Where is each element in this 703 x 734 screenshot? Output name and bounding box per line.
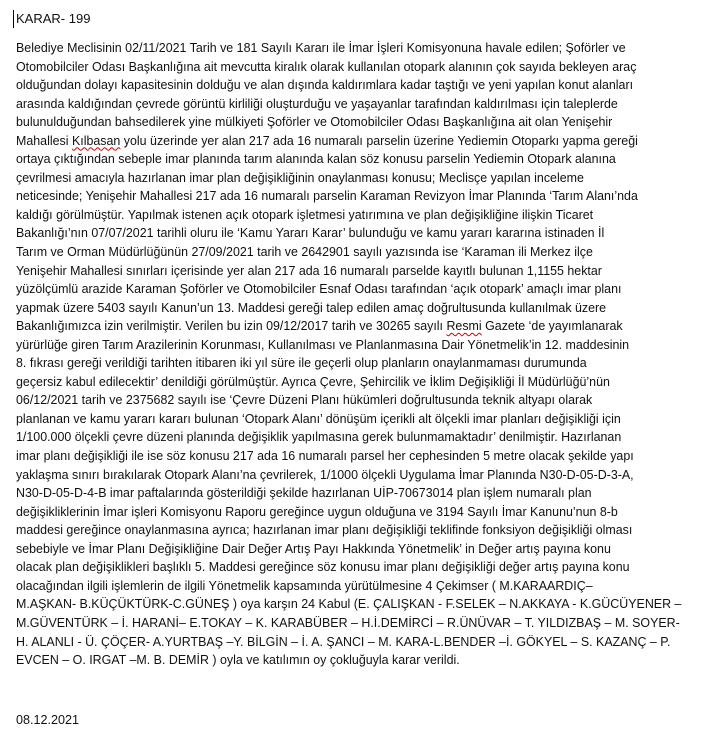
body-line: Bakanlığımızca izin verilmiştir. Verilen bu izin 09/12/2017 tarih ve 30265 sayılı Resmi Gazete ‘de yayımlanarak (16, 319, 623, 334)
body-line: planlanan ve kamu yararı kararı bulunan ‘Otopark Alanı’ dönüşüm içerikli alt ölçekli imar planları değişikliği için (16, 411, 621, 426)
body-line: olacak plan değişiklikleri başlıklı 5. Maddesi gereğince söz konusu imar planı değişikliği değer artış payına konu (16, 560, 630, 575)
body-line: 06/12/2021 tarih ve 2375682 sayılı ise ‘Çevre Düzeni Planı hükümleri doğrultusunda teknik altyapı olarak (16, 393, 593, 408)
body-line: kaldığı görülmüştür. Yapılmak istenen açık otopark işletmesi yatırımına ve plan değişikliğine ilişkin Ticaret (16, 207, 594, 222)
spellcheck-flagged-word: Resmi (446, 319, 482, 334)
body-line: geçersiz kabul edilecektir’ denildiği görülmüştür. Ayrıca Çevre, Şehircilik ve İklim Değişikliği İl Müdürlüğü’nün (16, 374, 610, 389)
body-line: Yenişehir Mahallesi sınırları içerisinde yer alan 217 ada 16 numaralı parselde kayıtlı bulunan 1,1155 hektar (16, 263, 602, 278)
body-line: ortaya çıktığından sebeple imar planında tarım alanında kalan söz konusu parselin Yediemin Otopark alanına (16, 152, 616, 167)
body-line: N30-D-05-D-4-B imar paftalarında gösterildiği şekilde hazırlanan UİP-70673014 plan işlem numaralı plan (16, 486, 592, 501)
body-line: Otomobilciler Odası Başkanlığına ait mevcutta kiralık olarak kullanılan otopark alanının çok sayıda bekleyen araç (16, 59, 637, 74)
body-line: Bakanlığı’nın 07/07/2021 tarihli oluru ile ‘Kamu Yararı Karar’ bulunduğu ve kamu yararı kararına istinaden İl (16, 226, 605, 241)
body-line: Tarım ve Orman Müdürlüğünün 27/09/2021 tarih ve 2642901 sayılı yazısında ise ‘Karaman ili Merkez ilçe (16, 245, 593, 260)
decision-title: KARAR- 199 (16, 11, 91, 26)
body-line: yürürlüğe giren Tarım Arazilerinin Korunması, Kullanılması ve Planlanmasına Dair Yönetmelik’in 12. maddesinin (16, 337, 630, 352)
body-line: Mahallesi Kılbasan yolu üzerinde yer alan 217 ada 16 numaralı parselin üzerine Yediemin Otoparkı yapma gereği (16, 133, 638, 148)
body-line: neticesinde; Yenişehir Mahallesi 217 ada 16 numaralı parselin Karaman Revizyon İmar Planında ‘Tarım Alanı’nda (16, 189, 638, 204)
body-line: 8. fıkrası gereği verildiği tarihten itibaren iki yıl süre ile geçerli olup planların onaylanmaması durumunda (16, 356, 587, 371)
body-line: EVCEN – O. IRGAT –M. B. DEMİR ) oyla ve katılımın oy çokluğuyla karar verildi. (16, 653, 460, 668)
body-line: 1/100.000 ölçekli çevre düzeni planında değişiklik yapılmasına gerek bulunmamaktadır’ denilmiştir. Hazırlanan (16, 430, 622, 445)
spellcheck-flagged-word: Kılbasan (71, 133, 121, 148)
text-cursor (13, 10, 14, 28)
body-line: değişikliklerinin İmar işleri Komisyonu Raporu gereğince uygun olduğuna ve 3194 Sayılı İmar Kanunu’nun 8-b (16, 504, 618, 519)
body-line: yapmak üzere 5403 sayılı Kanun’un 13. Maddesi gereği talep edilen amaç doğrultusunda kullanılmak üzere (16, 300, 607, 315)
body-line: sebebiyle ve İmar Planı Değişikliğine Dair Değer Artış Payı Hakkında Yönetmelik’ in Değer artış payına konu (16, 541, 611, 556)
body-line: M.AŞKAN- B.KÜÇÜKTÜRK-C.GÜNEŞ ) oya karşın 24 Kabul (E. ÇALIŞKAN - F.SELEK – N.AKKAYA - K.GÜCÜYENER – (16, 597, 682, 612)
body-line: M.GÜVENTÜRK – İ. HARANİ– E.TOKAY – K. KARABÜBER – H.İ.DEMİRCİ – R.ÜNÜVAR – T. YILDIZBAŞ – M. SOYER- (16, 615, 680, 630)
body-line: çevrilmesi amacıyla hazırlanan imar plan değişikliğinin onaylanması konusu; Meclisçe yapılan inceleme (16, 170, 584, 185)
decision-date: 08.12.2021 (16, 713, 80, 727)
decision-body (16, 39, 703, 670)
body-line: H. ALANLI - Ü. ÇÖÇER- A.YURTBAŞ –Y. BİLGİN – İ. A. ŞANCI – M. KARA-L.BENDER –İ. GÖKYEL – S. KAZANÇ – P. (16, 634, 671, 649)
body-line: yaklaşma sınırı bırakılarak Otopark Alanı’na çevrilerek, 1/1000 ölçekli Uygulama İmar Planında N30-D-05-D-3-A, (16, 467, 634, 482)
body-line: olduğundan dolayı kapasitesinin dolduğu ve alan dışında kaldırımlara kadar taştığı ve yeni yapılan konut alanları (16, 78, 634, 93)
body-line: imar planı değişikliği ile ise söz konusu 217 ada 16 numaralı parsel her cephesinden 5 metre olacak şekilde yapı (16, 449, 634, 464)
body-line: arasında kaldığından çevrede görüntü kirliliği oluşturduğu ve yaşayanlar tarafından kaldırılması için taleplerde (16, 96, 618, 111)
body-line: yüzölçümlü arazide Karaman Şoförler ve Otomobilciler Esnaf Odası tarafından ‘açık otopark’ amaçlı imar planı (16, 282, 622, 297)
body-line: bulunulduğundan bahsedilerek yine mülkiyeti Şoförler ve Otomobilciler Odası Başkanlığına ait olan Yenişehir (16, 115, 613, 130)
body-line: olacağından ilgili işlemlerin de ilgili Yönetmelik kapsamında yürütülmesine 4 Çekimser ( M.KARAARDIÇ– (16, 578, 593, 593)
body-line: maddesi gereğince onaylanmasına ayrıca; hazırlanan imar planı değişikliği teklifinde fonksiyon değişikliği olması (16, 523, 633, 538)
body-line: Belediye Meclisinin 02/11/2021 Tarih ve 181 Sayılı Kararı ile İmar İşleri Komisyonuna havale edilen; Şoförler ve (16, 41, 626, 55)
